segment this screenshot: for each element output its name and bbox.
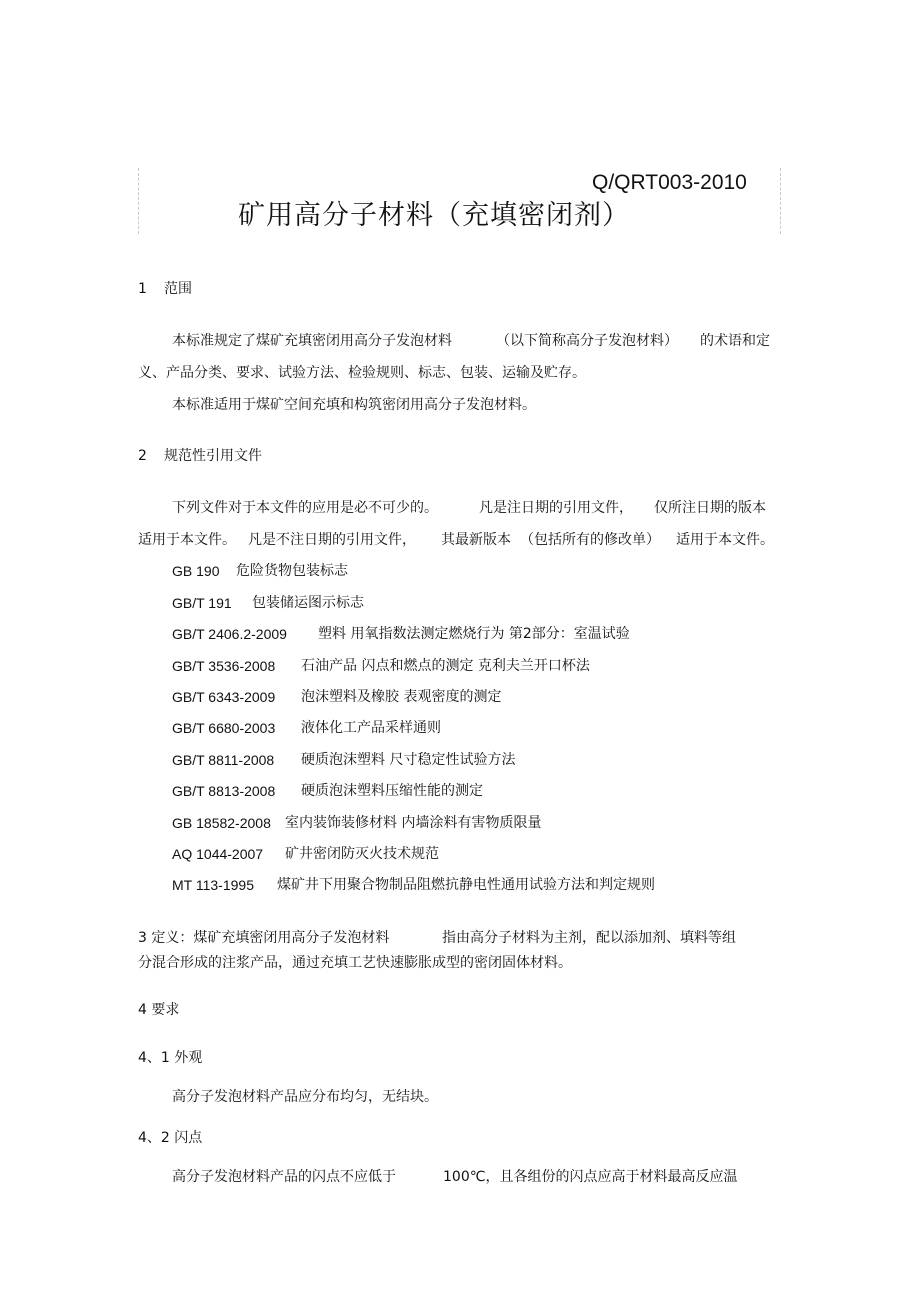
- section-1-number: 1: [138, 281, 147, 297]
- scope-p2: 本标准适用于煤矿空间充填和构筑密闭用高分子发泡材料。: [172, 397, 536, 413]
- section-2-heading: 规范性引用文件: [164, 448, 262, 464]
- section-1-heading: 范围: [164, 281, 192, 297]
- normative-p1-part-f: 其最新版本: [441, 532, 511, 548]
- normative-p1-part-e: 凡是不注日期的引用文件，: [248, 532, 416, 548]
- normative-p1-part-a: 下列文件对于本文件的应用是必不可少的。: [172, 500, 438, 516]
- reference-code: GB/T 3536-2008: [172, 658, 276, 674]
- reference-code: GB 18582-2008: [172, 815, 271, 831]
- reference-code: AQ 1044-2007: [172, 846, 264, 862]
- reference-title: 硬质泡沫塑料 尺寸稳定性试验方法: [301, 752, 516, 768]
- header-left-guide: [138, 168, 139, 234]
- normative-p1-part-g: （包括所有的修改单）: [520, 532, 660, 548]
- reference-code: GB/T 191: [172, 595, 232, 611]
- reference-title: 室内装饰装修材料 内墙涂料有害物质限量: [285, 815, 542, 831]
- section-2-number: 2: [138, 448, 147, 464]
- normative-p1-part-d: 适用于本文件。: [138, 532, 236, 548]
- reference-code: GB/T 2406.2-2009: [172, 626, 287, 642]
- section-4-1-heading: 4、1 外观: [138, 1050, 203, 1066]
- scope-p1-part-a: 本标准规定了煤矿充填密闭用高分子发泡材料: [172, 333, 452, 349]
- reference-title: 煤矿井下用聚合物制品阻燃抗静电性通用试验方法和判定规则: [277, 877, 655, 893]
- scope-p1-part-d: 义、产品分类、要求、试验方法、检验规则、标志、包装、运输及贮存。: [138, 365, 586, 381]
- reference-title: 包装储运图示标志: [252, 595, 364, 611]
- section-4-2-heading: 4、2 闪点: [138, 1130, 203, 1146]
- document-title: 矿用高分子材料（充填密闭剂）: [238, 200, 630, 231]
- reference-title: 危险货物包装标志: [236, 563, 348, 579]
- scope-p1-part-c: 的术语和定: [700, 333, 770, 349]
- reference-title: 液体化工产品采样通则: [301, 720, 441, 736]
- normative-p1-part-h: 适用于本文件。: [676, 532, 774, 548]
- reference-code: GB/T 6680-2003: [172, 720, 276, 736]
- scope-p1-part-b: （以下简称高分子发泡材料）: [496, 333, 678, 349]
- reference-title: 硬质泡沫塑料压缩性能的测定: [301, 783, 483, 799]
- header-right-guide: [780, 168, 781, 234]
- reference-code: GB/T 6343-2009: [172, 689, 276, 705]
- section-4-2-text-part-a: 高分子发泡材料产品的闪点不应低于: [172, 1169, 396, 1185]
- reference-code: GB/T 8813-2008: [172, 783, 276, 799]
- section-4-1-text: 高分子发泡材料产品应分布均匀，无结块。: [172, 1089, 438, 1105]
- standard-code: Q/QRT003-2010: [592, 171, 747, 194]
- reference-code: GB 190: [172, 563, 220, 579]
- reference-title: 塑料 用氧指数法测定燃烧行为 第2部分：室温试验: [318, 626, 630, 642]
- reference-code: MT 113-1995: [172, 877, 254, 893]
- definition-line1-part-a: 3 定义：煤矿充填密闭用高分子发泡材料: [138, 930, 390, 946]
- definition-line2: 分混合形成的注浆产品，通过充填工艺快速膨胀成型的密闭固体材料。: [138, 955, 572, 971]
- normative-p1-part-b: 凡是注日期的引用文件，: [479, 500, 633, 516]
- section-4-heading: 4 要求: [138, 1002, 180, 1018]
- reference-title: 矿井密闭防灭火技术规范: [285, 846, 439, 862]
- reference-title: 泡沫塑料及橡胶 表观密度的测定: [301, 689, 502, 705]
- definition-line1-part-b: 指由高分子材料为主剂，配以添加剂、填料等组: [442, 930, 736, 946]
- section-4-2-text-part-b: 100℃，且各组份的闪点应高于材料最高反应温: [443, 1169, 738, 1185]
- reference-code: GB/T 8811-2008: [172, 752, 275, 768]
- normative-p1-part-c: 仅所注日期的版本: [654, 500, 766, 516]
- reference-title: 石油产品 闪点和燃点的测定 克利夫兰开口杯法: [301, 658, 590, 674]
